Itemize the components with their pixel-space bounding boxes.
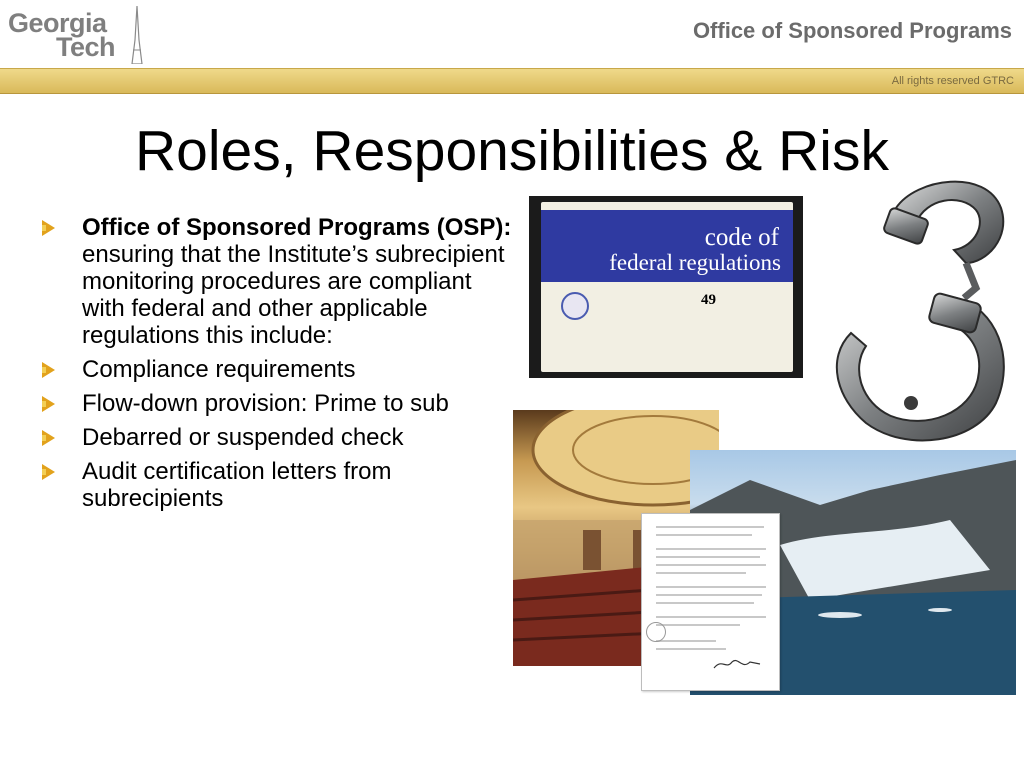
handcuffs-image <box>826 168 1024 450</box>
letter-line <box>656 648 726 650</box>
cfr-book <box>541 202 793 372</box>
letter-line <box>656 548 766 550</box>
logo-line-2: Tech <box>56 32 116 62</box>
cfr-title-line-1: code of <box>704 224 779 251</box>
federal-seal-icon <box>561 292 589 320</box>
stamp-icon <box>646 622 666 642</box>
letter-line <box>656 556 760 558</box>
bullet-text: Debarred or suspended check <box>82 424 404 451</box>
header <box>0 0 1024 68</box>
letter-line <box>656 564 766 566</box>
bullet-list <box>42 214 525 519</box>
letter-line <box>656 586 766 588</box>
cfr-title-line-2: federal regulations <box>609 250 781 275</box>
certification-letter-image <box>641 513 780 691</box>
rights-notice: All rights reserved GTRC <box>891 75 1014 87</box>
bullet-arrow-icon <box>42 220 55 236</box>
bullet-text: Flow-down provision: Prime to sub <box>82 390 449 417</box>
bullet-arrow-icon <box>42 396 55 412</box>
bullet-arrow-icon <box>42 430 55 446</box>
gold-banner <box>0 68 1024 94</box>
letter-line <box>656 624 740 626</box>
office-title: Office of Sponsored Programs <box>692 18 1012 43</box>
tower-icon <box>130 6 144 64</box>
letter-line <box>656 602 754 604</box>
signature-icon <box>712 656 762 672</box>
letter-line <box>656 572 746 574</box>
logo-line-1: Georgia <box>8 8 107 38</box>
bullet-item <box>42 424 512 451</box>
letter-line <box>656 640 716 642</box>
bullet-arrow-icon <box>42 464 55 480</box>
bullet-text: Compliance requirements <box>82 356 356 383</box>
bullet-bold-text: Office of Sponsored Programs (OSP): <box>82 214 512 241</box>
bullet-text: ensuring that the Institute’s subrecipient monitoring procedures are compliant with federal and other applicable regulations this include: <box>82 214 525 349</box>
cfr-volume-number: 49 <box>701 292 716 308</box>
letter-line <box>656 616 766 618</box>
bullet-item <box>42 356 512 383</box>
georgia-tech-logo <box>6 6 156 64</box>
bullet-item <box>42 390 512 417</box>
bullet-item <box>42 214 525 349</box>
bullet-text: Audit certification letters from subrecipients <box>82 458 392 512</box>
slide-title: Roles, Responsibilities & Risk <box>135 119 889 183</box>
cfr-title-band <box>541 210 793 282</box>
code-of-federal-regulations-photo <box>529 196 803 378</box>
letter-line <box>656 594 762 596</box>
bullet-arrow-icon <box>42 362 55 378</box>
bullet-item <box>42 458 512 512</box>
letter-line <box>656 534 752 536</box>
letter-line <box>656 526 764 528</box>
